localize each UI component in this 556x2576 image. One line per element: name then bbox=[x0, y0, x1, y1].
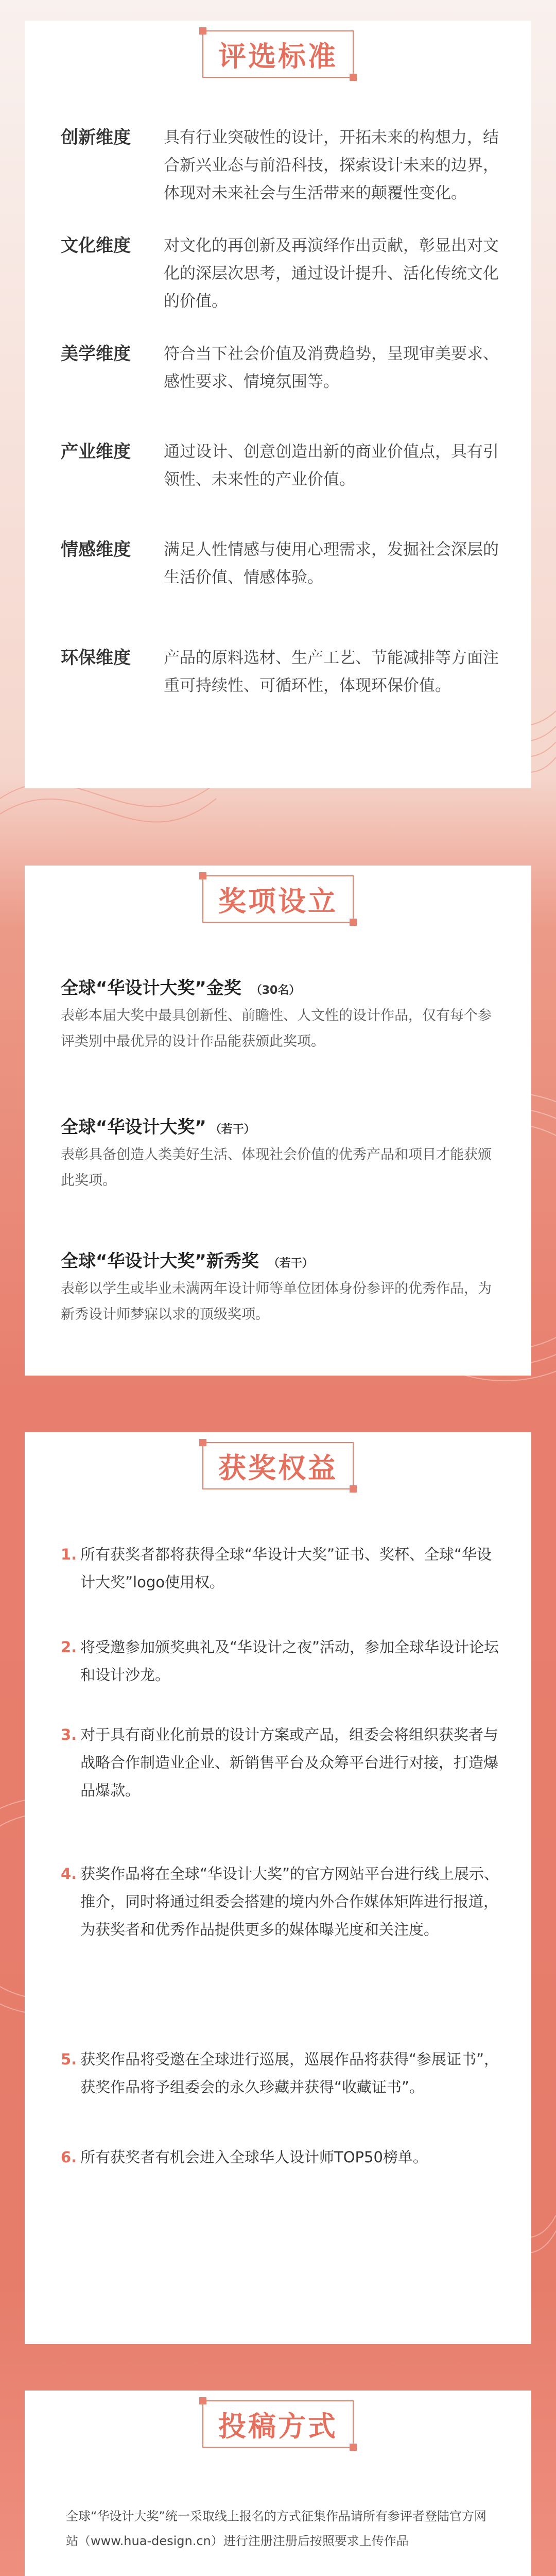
criteria-card bbox=[25, 21, 531, 788]
award-note: （30名） bbox=[250, 984, 301, 997]
submission-card bbox=[25, 2391, 531, 2576]
award-item-gold bbox=[61, 974, 498, 1055]
benefits-card bbox=[25, 1432, 531, 2344]
criteria-label: 环保维度 bbox=[61, 648, 131, 668]
award-desc: 表彰本届大奖中最具创新性、前瞻性、人文性的设计作品，仅有每个参评类别中最优异的设计作品能获颁此奖项。 bbox=[61, 1008, 492, 1049]
submission-title bbox=[196, 2391, 360, 2458]
award-name: 全球“华设计大奖”新秀奖 bbox=[61, 1251, 259, 1272]
criteria-label: 美学维度 bbox=[61, 344, 131, 364]
benefit-number: 2. bbox=[61, 1638, 77, 1656]
benefit-item bbox=[61, 2045, 503, 2101]
criteria-label: 产业维度 bbox=[61, 442, 131, 462]
award-note: （若干） bbox=[268, 1257, 314, 1270]
submission-text: 全球“华设计大奖”统一采取线上报名的方式征集作品请所有参评者登陆官方网站（www.hua-design.cn）进行注册注册后按照要求上传作品 bbox=[66, 2509, 486, 2548]
criteria-title-text: 评选标准 bbox=[218, 40, 338, 73]
benefits-title bbox=[196, 1432, 360, 1499]
benefit-item bbox=[61, 1860, 503, 1943]
benefit-text: 对于具有商业化前景的设计方案或产品，组委会将组织获奖者与战略合作制造业企业、新销售平台及众筹平台进行对接，打造爆品爆款。 bbox=[80, 1726, 499, 1799]
benefit-text: 将受邀参加颁奖典礼及“华设计之夜”活动，参加全球华设计论坛和设计沙龙。 bbox=[80, 1638, 499, 1684]
benefits-title-text: 获奖权益 bbox=[218, 1451, 338, 1484]
criteria-row-aesthetics bbox=[61, 340, 514, 396]
submission-title-text: 投稿方式 bbox=[218, 2410, 338, 2443]
award-desc: 表彰具备创造人类美好生活、体现社会价值的优秀产品和项目才能获颁此奖项。 bbox=[61, 1147, 492, 1189]
award-desc: 表彰以学生或毕业未满两年设计师等单位团体身份参评的优秀作品，为新秀设计师梦寐以求的顶级奖项。 bbox=[61, 1281, 492, 1323]
criteria-label: 文化维度 bbox=[61, 235, 131, 256]
benefit-item bbox=[61, 1721, 503, 1804]
award-item-rookie bbox=[61, 1247, 498, 1328]
award-item-main bbox=[61, 1113, 498, 1194]
award-name: 全球“华设计大奖”金奖 bbox=[61, 978, 241, 998]
criteria-text: 通过设计、创意创造出新的商业价值点，具有引领性、未来性的产业价值。 bbox=[164, 443, 499, 489]
benefit-text: 获奖作品将受邀在全球进行巡展，巡展作品将获得“参展证书”，获奖作品将予组委会的永久珍藏并获得“收藏证书”。 bbox=[80, 2050, 499, 2096]
benefit-number: 5. bbox=[61, 2050, 77, 2068]
award-name: 全球“华设计大奖” bbox=[61, 1117, 206, 1138]
awards-title-text: 奖项设立 bbox=[218, 885, 338, 918]
benefit-item bbox=[61, 1633, 503, 1689]
criteria-row-innovation bbox=[61, 124, 514, 207]
benefit-text: 获奖作品将在全球“华设计大奖”的官方网站平台进行线上展示、推介，同时将通过组委会搭建的境内外合作媒体矩阵进行报道，为获奖者和优秀作品提供更多的媒体曝光度和关注度。 bbox=[80, 1865, 499, 1938]
criteria-text: 具有行业突破性的设计，开拓未来的构想力，结合新兴业态与前沿科技，探索设计未来的边界，体现对未来社会与生活带来的颠覆性变化。 bbox=[164, 128, 499, 202]
criteria-label: 情感维度 bbox=[61, 539, 131, 560]
criteria-text: 产品的原料选材、生产工艺、节能减排等方面注重可持续性、可循环性，体现环保价值。 bbox=[164, 649, 499, 695]
benefit-number: 1. bbox=[61, 1546, 77, 1563]
criteria-row-emotion bbox=[61, 536, 514, 591]
criteria-label: 创新维度 bbox=[61, 127, 131, 148]
benefit-text: 所有获奖者都将获得全球“华设计大奖”证书、奖杯、全球“华设计大奖”logo使用权。 bbox=[80, 1546, 492, 1591]
award-note: （若干） bbox=[215, 1123, 255, 1136]
awards-title bbox=[196, 866, 360, 933]
awards-card bbox=[25, 866, 531, 1376]
benefit-item bbox=[61, 1540, 503, 1596]
benefit-number: 6. bbox=[61, 2148, 77, 2166]
benefit-number: 3. bbox=[61, 1726, 77, 1743]
criteria-row-industry bbox=[61, 438, 514, 494]
criteria-row-environment bbox=[61, 644, 514, 700]
criteria-text: 对文化的再创新及再演绎作出贡献，彰显出对文化的深层次思考，通过设计提升、活化传统文化的价值。 bbox=[164, 236, 499, 311]
criteria-title bbox=[196, 21, 360, 88]
benefit-number: 4. bbox=[61, 1865, 77, 1883]
criteria-text: 符合当下社会价值及消费趋势，呈现审美要求、感性要求、情境氛围等。 bbox=[164, 345, 499, 391]
benefit-item bbox=[61, 2143, 503, 2171]
criteria-text: 满足人性情感与使用心理需求，发掘社会深层的生活价值、情感体验。 bbox=[164, 540, 499, 587]
criteria-row-culture bbox=[61, 232, 514, 315]
benefit-text: 所有获奖者有机会进入全球华人设计师TOP50榜单。 bbox=[80, 2148, 428, 2166]
